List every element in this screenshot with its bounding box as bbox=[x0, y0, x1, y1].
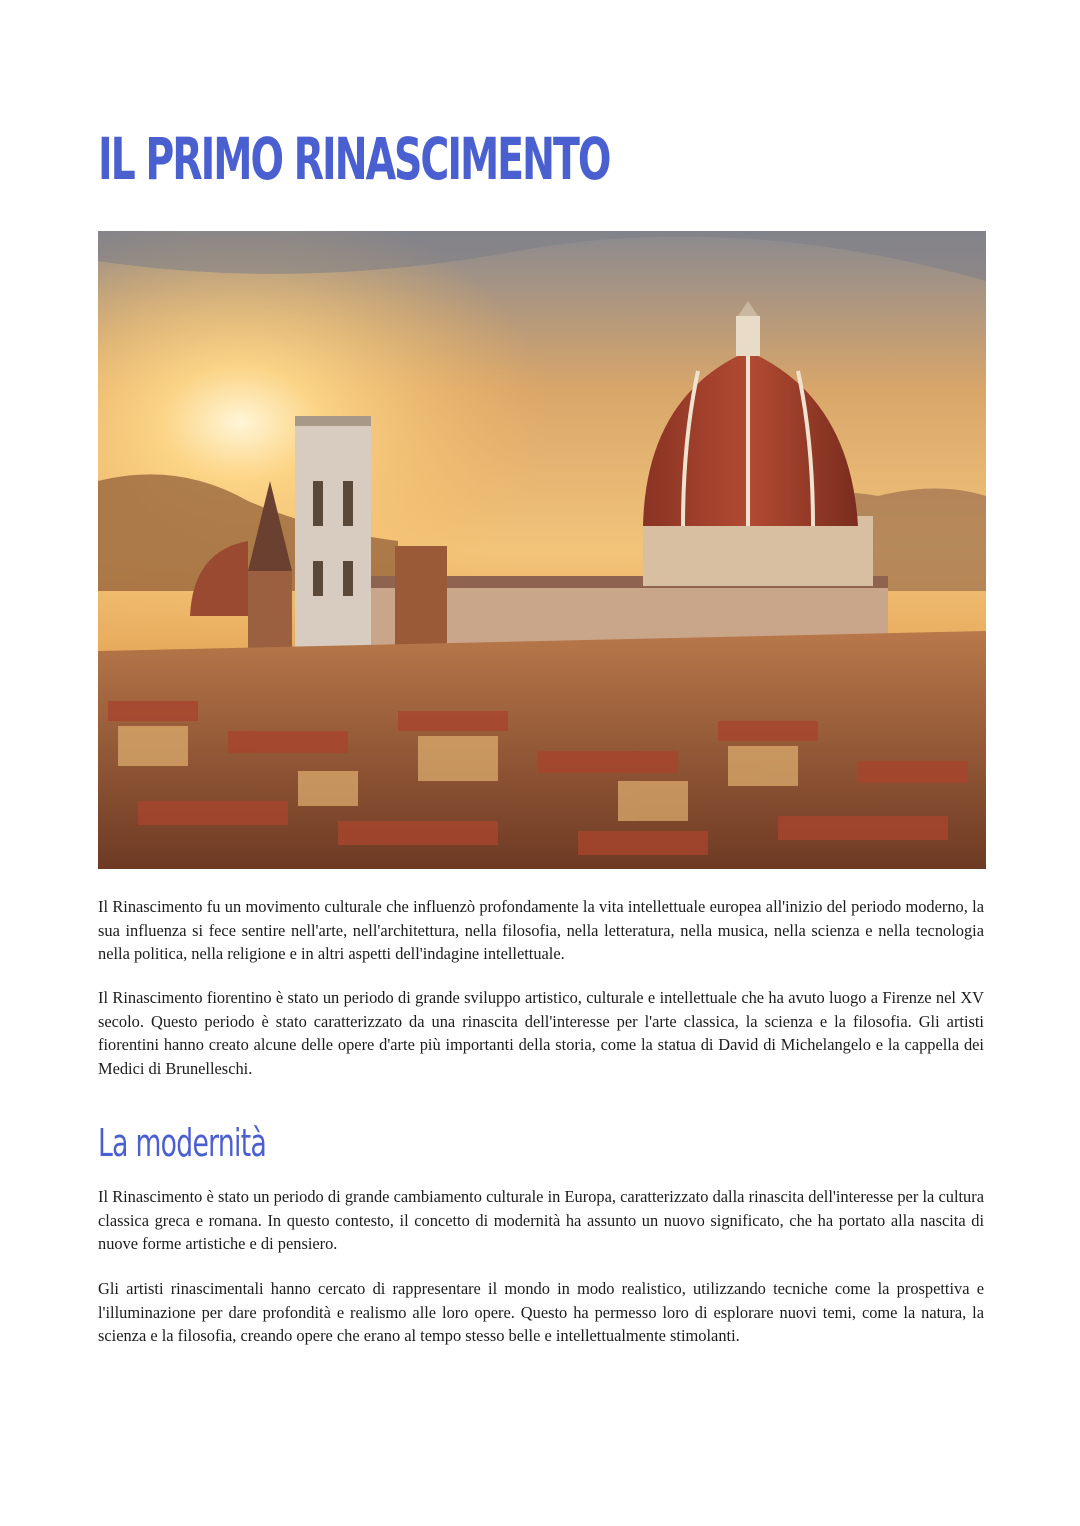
section-paragraph-1: Il Rinascimento è stato un periodo di grande cambiamento culturale in Europa, caratterizzato dalla rinascita dell'interesse per la cultura classica greca e romana. In questo contesto, il concetto di modernità ha assunto un nuovo significato, che ha portato alla nascita di nuove forme artistiche e di pensiero. bbox=[98, 1187, 984, 1253]
florence-cathedral-photo bbox=[98, 231, 986, 869]
section-paragraph-2: Gli artisti rinascimentali hanno cercato di rappresentare il mondo in modo realistico, utilizzando tecniche come la prospettiva e l'illuminazione per dare profondità e realismo alle loro opere. Questo ha permesso loro di esplorare nuovi temi, come la natura, la scienza e la filosofia, creando opere che erano al tempo stesso belle e intellettualmente stimolanti. bbox=[98, 1279, 984, 1345]
section-heading: La modernità bbox=[98, 1121, 267, 1165]
intro-paragraph-1: Il Rinascimento fu un movimento culturale che influenzò profondamente la vita intellettuale europea all'inizio del periodo moderno, la sua influenza si fece sentire nell'arte, nell'architettura, nella filosofia, nella letteratura, nella musica, nella scienza e nella tecnologia nella politica, nella religione e in altri aspetti dell'indagine intellettuale. bbox=[98, 897, 984, 963]
page-title: IL PRIMO RINASCIMENTO bbox=[98, 125, 610, 193]
intro-paragraph-2: Il Rinascimento fiorentino è stato un periodo di grande sviluppo artistico, culturale e intellettuale che ha avuto luogo a Firenze nel XV secolo. Questo periodo è stato caratterizzato da una rinascita dell'interesse per l'arte classica, la scienza e la filosofia. Gli artisti fiorentini hanno creato alcune delle opere d'arte più importanti della storia, come la statua di David di Michelangelo e la cappella dei Medici di Brunelleschi. bbox=[98, 988, 984, 1078]
